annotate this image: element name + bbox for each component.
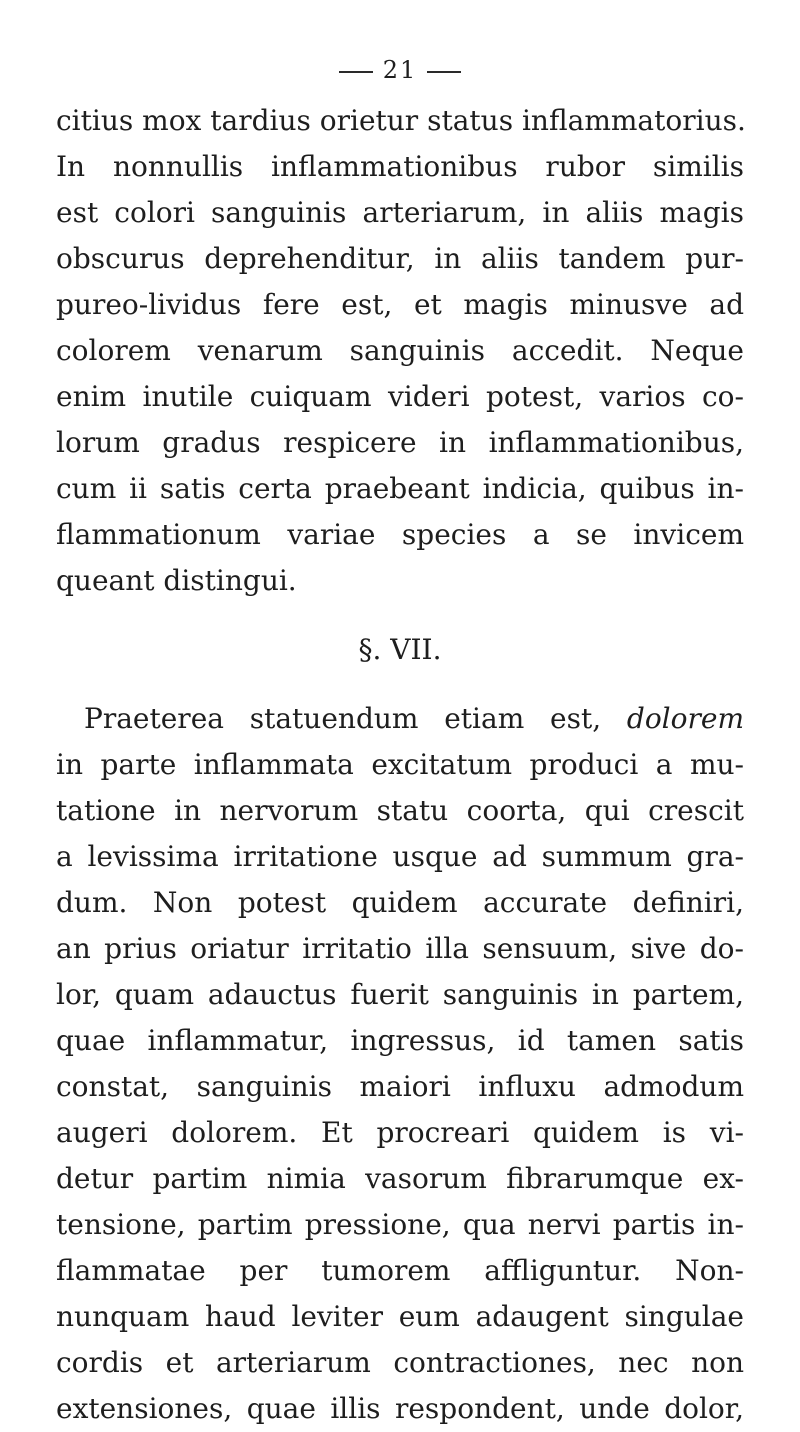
- section-heading: §. VII.: [358, 633, 442, 666]
- text-line: flammationum variae species a se invicem: [56, 518, 744, 551]
- text-line: cum ii satis certa praebeant indicia, quibus in-: [56, 472, 744, 505]
- text-line: citius mox tardius orietur status inflammatorius.: [56, 104, 746, 137]
- text-line: tensione, partim pressione, qua nervi partis in-: [56, 1208, 744, 1241]
- body-text: [56, 98, 744, 1432]
- text-line: lor, quam adauctus fuerit sanguinis in partem,: [56, 978, 744, 1011]
- text-line: cordis et arteriarum contractiones, nec non: [56, 1346, 744, 1379]
- text-run: Praeterea statuendum etiam est,: [84, 702, 627, 735]
- text-line: enim inutile cuiquam videri potest, varios co-: [56, 380, 744, 413]
- text-line: augeri dolorem. Et procreari quidem is vi-: [56, 1116, 744, 1149]
- text-line: in parte inflammata excitatum produci a mu-: [56, 748, 744, 781]
- paragraph-first-line: [56, 696, 744, 742]
- text-line: est colori sanguinis arteriarum, in aliis magis: [56, 196, 744, 229]
- text-line: quae inflammatur, ingressus, id tamen satis: [56, 1024, 744, 1057]
- text-line: a levissima irritatione usque ad summum gra-: [56, 840, 744, 873]
- text-line: nunquam haud leviter eum adaugent singulae: [56, 1300, 744, 1333]
- text-line: an prius oriatur irritatio illa sensuum, sive do-: [56, 932, 744, 965]
- text-line: In nonnullis inflammationibus rubor similis: [56, 150, 744, 183]
- right-dash: [427, 71, 461, 73]
- text-line: queant distingui.: [56, 564, 297, 597]
- left-dash: [339, 71, 373, 73]
- text-line: dum. Non potest quidem accurate definiri,: [56, 886, 744, 919]
- text-line: obscurus deprehenditur, in aliis tandem pur-: [56, 242, 744, 275]
- text-line: colorem venarum sanguinis accedit. Neque: [56, 334, 744, 367]
- text-line: flammatae per tumorem affliguntur. Non-: [56, 1254, 744, 1287]
- page-number: [0, 56, 800, 84]
- text-line: tatione in nervorum statu coorta, qui crescit: [56, 794, 744, 827]
- italic-term: dolorem: [626, 702, 744, 735]
- text-line: extensiones, quae illis respondent, unde dolor,: [56, 1392, 744, 1425]
- text-line: pureo-lividus fere est, et magis minusve ad: [56, 288, 744, 321]
- page-number-text: 21: [382, 56, 418, 84]
- text-line: detur partim nimia vasorum fibrarumque ex-: [56, 1162, 744, 1195]
- text-line: constat, sanguinis maiori influxu admodum: [56, 1070, 744, 1103]
- text-line: lorum gradus respicere in inflammationibus,: [56, 426, 744, 459]
